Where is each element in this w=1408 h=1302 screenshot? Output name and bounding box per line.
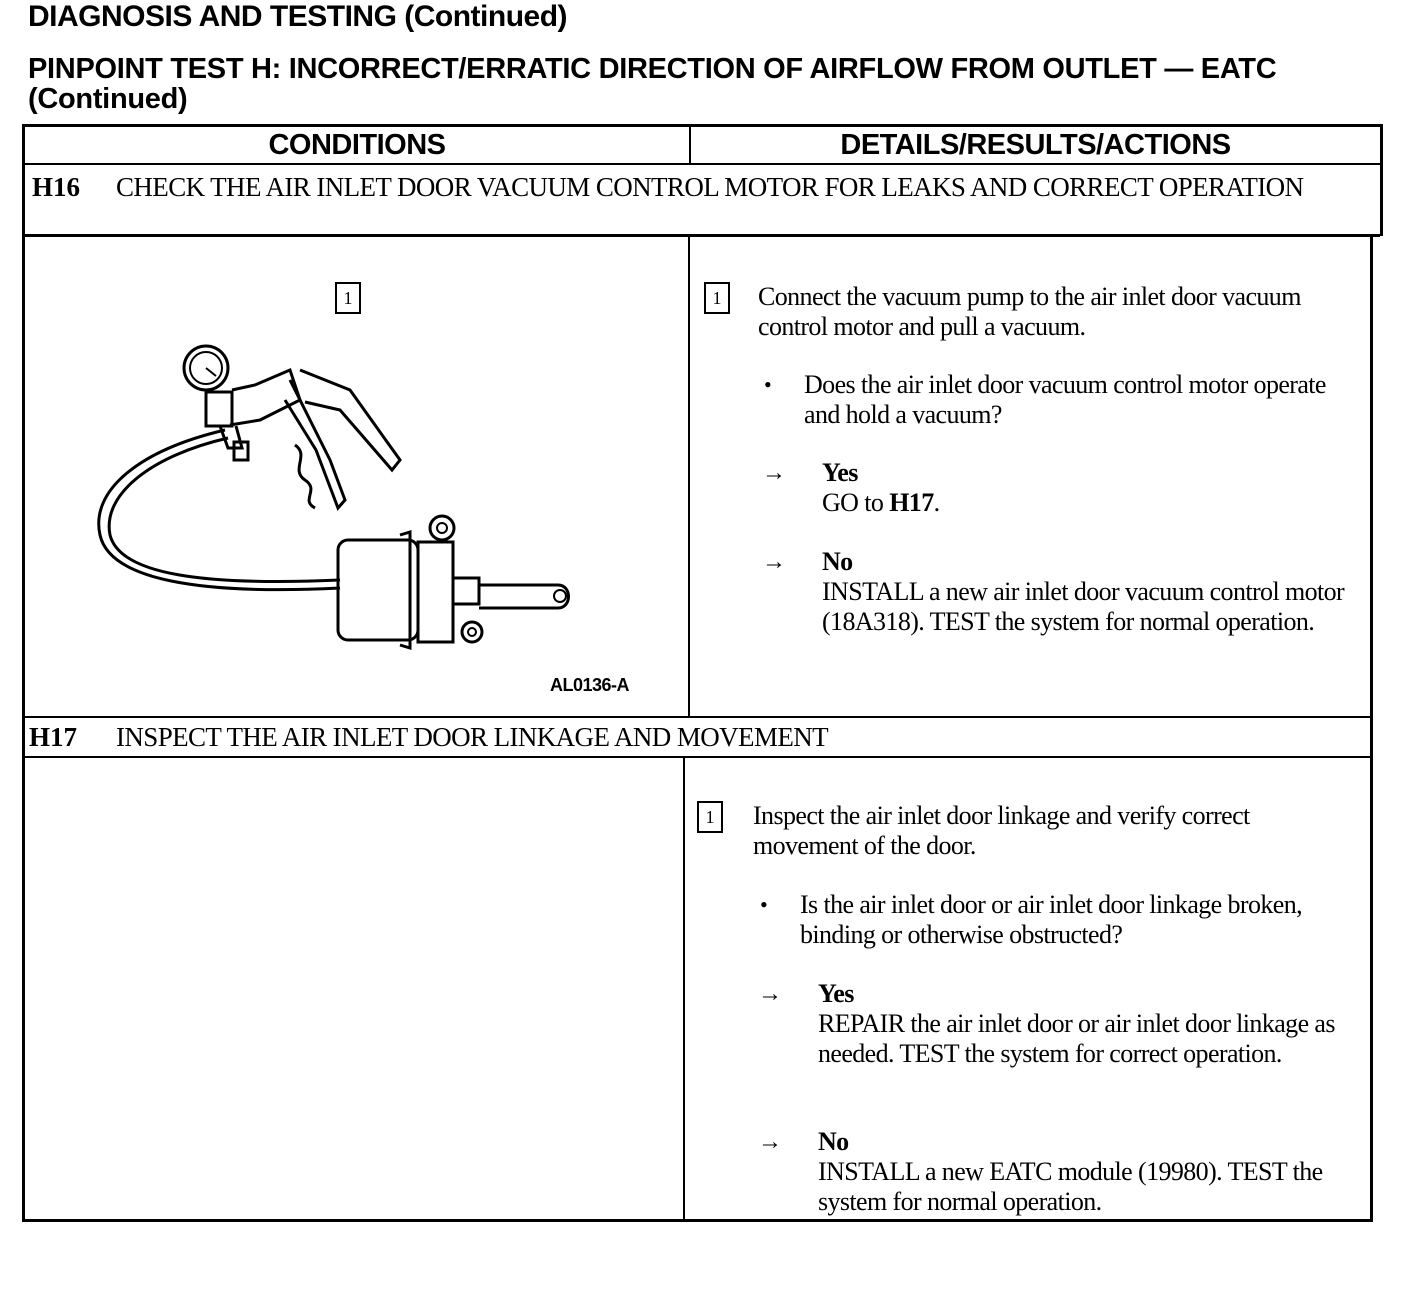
question-h16: Does the air inlet door vacuum control motor operate and hold a vacuum? xyxy=(804,370,1326,429)
step-label-h16: H16 xyxy=(32,172,81,202)
yes-action-prefix-h16: GO to xyxy=(822,488,890,517)
column-header-details: DETAILS/RESULTS/ACTIONS xyxy=(840,129,1231,161)
yes-action-h16 xyxy=(822,488,1362,518)
step-label-h17: H17 xyxy=(29,722,78,752)
no-branch-h16 xyxy=(822,547,1367,637)
page-header-title: DIAGNOSIS AND TESTING (Continued) xyxy=(28,0,568,33)
arrow-icon: → xyxy=(758,981,782,1007)
step-title-h16: CHECK THE AIR INLET DOOR VACUUM CONTROL MOTOR FOR LEAKS AND CORRECT OPERATION xyxy=(116,172,1304,202)
step-title-h17: INSPECT THE AIR INLET DOOR LINKAGE AND MOVEMENT xyxy=(116,722,829,752)
bullet-h17: • xyxy=(760,892,768,917)
arrow-icon: → xyxy=(762,549,786,575)
step-number-box-h17: 1 xyxy=(697,801,723,833)
step-text-h16: Connect the vacuum pump to the air inlet door vacuum control motor and pull a vacuum. xyxy=(758,282,1301,341)
figure-number-box-h16: 1 xyxy=(335,282,361,314)
no-action-h16: INSTALL a new air inlet door vacuum control motor (18A318). TEST the system for normal operation. xyxy=(822,577,1345,636)
no-branch-h17 xyxy=(818,1127,1338,1217)
yes-branch-h16 xyxy=(822,458,1362,518)
yes-action-suffix-h16: . xyxy=(933,488,940,517)
question-h17: Is the air inlet door or air inlet door linkage broken, binding or otherwise obstructed? xyxy=(800,890,1303,949)
arrow-icon: → xyxy=(758,1129,782,1155)
yes-label-h16: Yes xyxy=(822,458,858,487)
step-text-h17: Inspect the air inlet door linkage and verify correct movement of the door. xyxy=(753,801,1250,860)
yes-action-target-h16: H17 xyxy=(889,488,934,517)
bullet-h16: • xyxy=(764,372,772,397)
figure-caption-h16: AL0136-A xyxy=(550,675,630,695)
yes-label-h17: Yes xyxy=(818,979,854,1008)
step-number-box-h16: 1 xyxy=(704,282,730,314)
no-label-h17: No xyxy=(818,1127,849,1156)
arrow-icon: → xyxy=(762,460,786,486)
no-action-h17: INSTALL a new EATC module (19980). TEST the system for normal operation. xyxy=(818,1157,1323,1216)
column-header-conditions: CONDITIONS xyxy=(268,129,446,161)
yes-action-h17: REPAIR the air inlet door or air inlet door linkage as needed. TEST the system for correct operation. xyxy=(818,1009,1335,1068)
pinpoint-test-title: PINPOINT TEST H: INCORRECT/ERRATIC DIRECTION OF AIRFLOW FROM OUTLET — EATC (Continued) xyxy=(28,53,1277,115)
vacuum-pump-and-motor-illustration xyxy=(80,330,600,670)
yes-branch-h17 xyxy=(818,979,1338,1069)
no-label-h16: No xyxy=(822,547,853,576)
